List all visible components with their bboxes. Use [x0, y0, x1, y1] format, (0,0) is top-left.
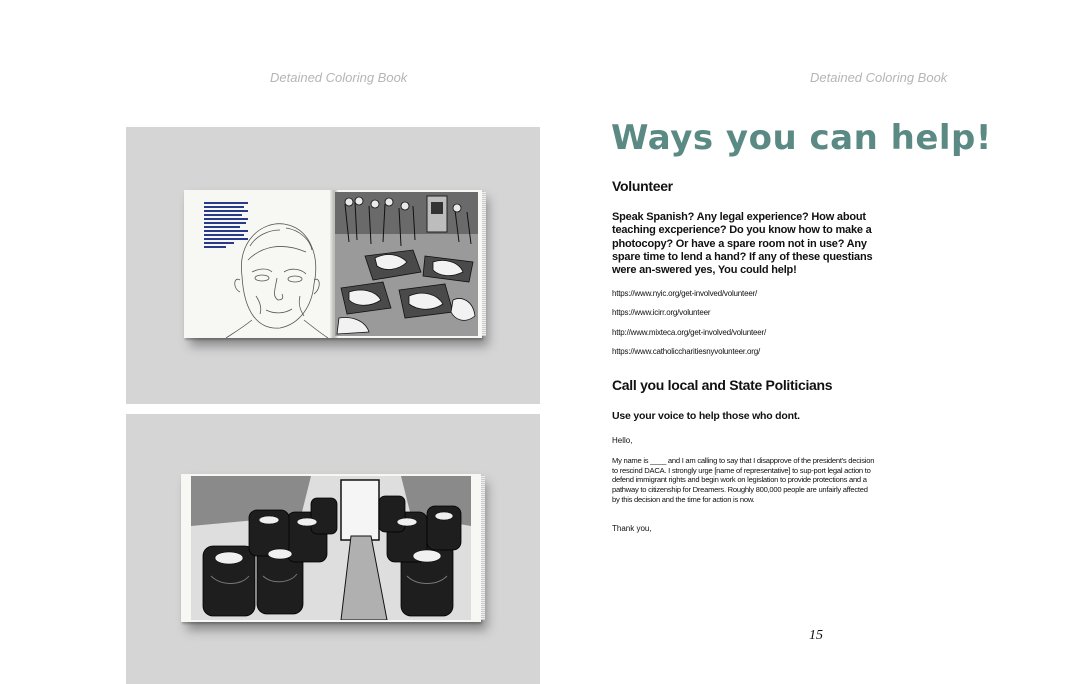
volunteer-link-nyic[interactable]: https://www.nyic.org/get-involved/volunteer/ — [612, 289, 758, 298]
page-number: 15 — [809, 628, 823, 643]
page-title: Ways you can help! — [611, 118, 992, 158]
call-politicians-heading: Call you local and State Politicians — [612, 377, 833, 393]
running-head-right: Detained Coloring Book — [810, 70, 948, 85]
running-head-left: Detained Coloring Book — [270, 70, 408, 85]
script-greeting: Hello, — [612, 436, 633, 445]
open-book-spread-1 — [184, 190, 482, 338]
floor-scene-illustration — [335, 192, 478, 336]
volunteer-heading: Volunteer — [612, 178, 673, 194]
child-face-illustration — [222, 216, 332, 338]
bus-interior-illustration — [191, 476, 471, 620]
book-mockup-top — [126, 127, 540, 404]
volunteer-link-mixteca[interactable]: http://www.mixteca.org/get-involved/volunteer/ — [612, 328, 766, 337]
call-subheading: Use your voice to help those who dont. — [612, 410, 800, 422]
volunteer-link-catholic-charities[interactable]: https://www.catholiccharitiesnyvolunteer.org/ — [612, 347, 760, 356]
volunteer-body: Speak Spanish? Any legal experience? How about teaching excperience? Do you know how to make a photocopy? Or have a spare room not in use? Any spare time to lend a hand? If any of these questians were an-swered yes, You could help! — [612, 211, 873, 277]
book-mockup-bottom — [126, 414, 540, 684]
page-edge — [482, 192, 486, 336]
script-closing: Thank you, — [612, 524, 652, 533]
page-edge — [481, 476, 485, 620]
open-book-spread-2 — [181, 474, 481, 622]
call-script-body: My name is ____ and I am calling to say that I disapprove of the president's decision to rescind DACA. I strongly urge [name of representative] to sup-port legal action to defend immigrant rights and begin work on legislation to provide protections and a pathway to citizenship for Dreamers. Roughly 800,000 people are unfairly affected by this decision and the time for action is now. — [612, 456, 875, 504]
volunteer-link-icirr[interactable]: https://www.icirr.org/volunteer — [612, 308, 711, 317]
